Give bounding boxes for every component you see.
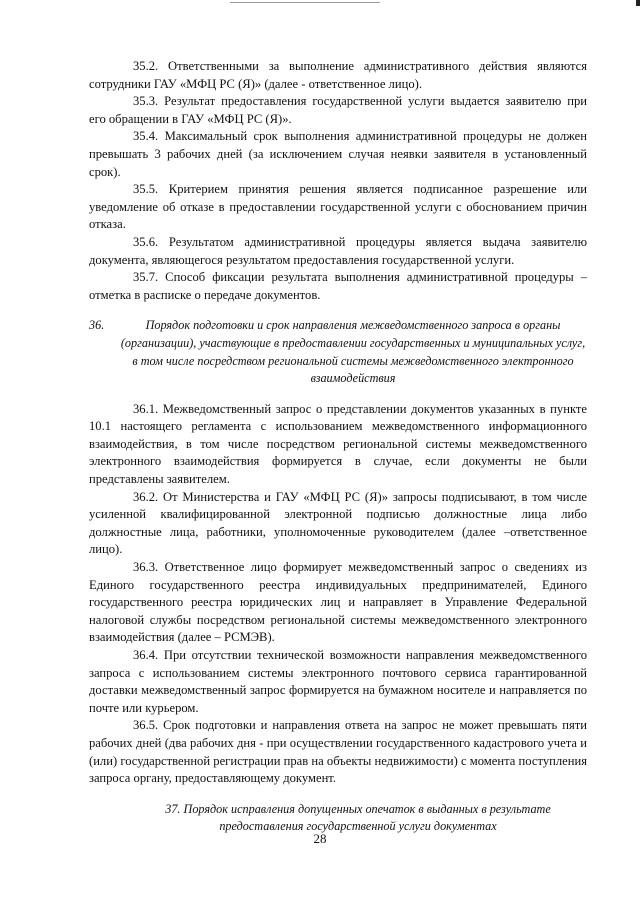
paragraph-36-5: 36.5. Срок подготовки и направления ответа на запрос не может превышать пяти рабочих дней (два рабочих дня - при осуществлении государственного кадастрового учета и (или) государственной регистрации прав на объекты недвижимости) с момента поступления запроса органу, предоставляющему документ.	[89, 718, 587, 786]
paragraph-35-7: 35.7. Способ фиксации результата выполнения административной процедуры – отметка в расписке о передаче документов.	[89, 270, 587, 302]
paragraph-36-1: 36.1. Межведомственный запрос о представлении документов указанных в пункте 10.1 настоящего регламента с использованием межведомственного информационного взаимодействия, в том числе посредством региональной системы межведомственного электронного взаимодействия формируется в случае, если документы не были представлены заявителем.	[89, 401, 587, 487]
scan-corner-mark	[636, 0, 640, 6]
paragraph-36-2: 36.2. От Министерства и ГАУ «МФЦ РС (Я)» запросы подписывают, в том числе усиленной квалифицированной электронной подписью должностные лица либо должностные лица, работники, уполномоченные руководителем (далее –ответственное лицо).	[89, 489, 587, 557]
page-number: 28	[313, 831, 327, 846]
paragraph-35-4: 35.4. Максимальный срок выполнения административной процедуры не должен превышать 3 рабочих дней (за исключением случая неявки заявителя в установленный срок).	[89, 129, 587, 179]
section-36-title: Порядок подготовки и срок направления межведомственного запроса в органы (организации), участвующие в предоставлении государственных и муниципальных услуг, в том числе посредством региональной системы межведомственного электронного взаимодействия	[120, 318, 586, 386]
paragraph-35-2: 35.2. Ответственными за выполнение административного действия являются сотрудники ГАУ «МФЦ РС (Я)» (далее - ответственное лицо).	[89, 59, 587, 91]
paragraph-35-3: 35.3. Результат предоставления государственной услуги выдается заявителю при его обращении в ГАУ «МФЦ РС (Я)».	[89, 94, 587, 126]
section-37-heading: 37. Порядок исправления допущенных опечаток в выданных в результате предоставления государственной услуги документах	[165, 801, 551, 834]
document-body	[89, 58, 587, 836]
section-36-number: 36.	[89, 318, 105, 333]
scan-top-line	[230, 2, 380, 3]
paragraph-35-6: 35.6. Результатом административной процедуры является выдача заявителю документа, являющегося результатом предоставления государственной услуги.	[89, 234, 587, 267]
section-36-heading	[89, 317, 587, 387]
paragraph-35-5: 35.5. Критерием принятия решения является подписанное разрешение или уведомление об отказе в предоставлении государственной услуги с обоснованием причин отказа.	[89, 182, 587, 232]
paragraph-36-4: 36.4. При отсутствии технической возможности направления межведомственного запроса с использованием системы электронного почтового сервиса гарантированной доставки межведомственный запрос формируется на бумажном носителе и направляется по почте или курьером.	[89, 648, 587, 715]
paragraph-36-3: 36.3. Ответственное лицо формирует межведомственный запрос о сведениях из Единого государственного реестра индивидуальных предпринимателей, Единого государственного реестра юридических лиц и направляет в Управление Федеральной налоговой службы посредством региональной системы межведомственного электронного взаимодействия (далее – РСМЭВ).	[89, 560, 587, 645]
